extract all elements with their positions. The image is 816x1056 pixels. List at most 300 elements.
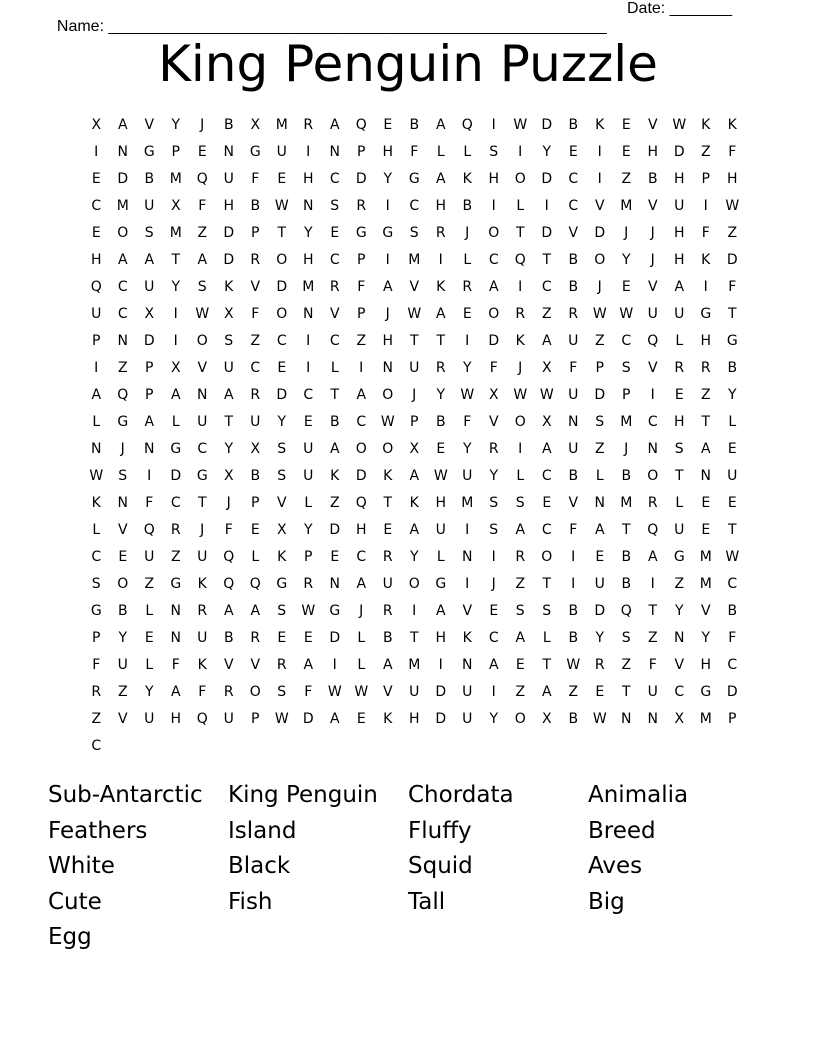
grid-letter: I <box>650 576 655 592</box>
grid-letter: S <box>144 225 154 241</box>
grid-letter: Y <box>621 252 631 268</box>
grid-letter: S <box>197 279 207 295</box>
grid-letter: U <box>647 684 658 700</box>
grid-letter: R <box>276 657 287 673</box>
grid-letter: D <box>541 225 553 241</box>
grid-letter: E <box>727 441 737 457</box>
grid-letter: R <box>91 684 102 700</box>
grid-letter: C <box>409 198 420 214</box>
grid-letter: R <box>250 252 261 268</box>
grid-letter: V <box>144 117 155 133</box>
grid-letter: M <box>699 711 712 727</box>
grid-letter: Z <box>647 630 658 646</box>
grid-letter: L <box>675 495 684 511</box>
grid-letter: C <box>488 252 499 268</box>
grid-letter: A <box>488 279 499 295</box>
grid-letter: I <box>438 657 443 673</box>
grid-letter: S <box>330 198 340 214</box>
grid-letter: W <box>274 711 289 727</box>
grid-letter: P <box>701 171 710 187</box>
grid-letter: A <box>144 414 155 430</box>
grid-letter: E <box>383 117 393 133</box>
grid-letter: F <box>92 657 101 673</box>
grid-letter: J <box>200 117 205 133</box>
grid-letter: K <box>224 279 234 295</box>
grid-letter: O <box>196 333 208 349</box>
grid-letter: Q <box>461 117 473 133</box>
word-list-item: Tall <box>408 888 446 915</box>
grid-letter: O <box>117 225 129 241</box>
grid-letter: U <box>568 387 579 403</box>
grid-letter: A <box>700 441 711 457</box>
grid-letter: U <box>303 468 314 484</box>
grid-letter: E <box>436 441 446 457</box>
grid-letter: Q <box>620 603 632 619</box>
grid-letter: W <box>619 306 634 322</box>
grid-letter: I <box>306 333 311 349</box>
word-list-item: Sub-Antarctic <box>48 782 203 808</box>
grid-letter: B <box>621 468 632 484</box>
grid-letter: M <box>699 576 712 592</box>
grid-letter: H <box>435 198 447 214</box>
word-list-item: Chordata <box>408 782 514 808</box>
grid-letter: C <box>727 657 738 673</box>
grid-letter: L <box>92 414 101 430</box>
grid-letter: R <box>647 495 658 511</box>
grid-letter: H <box>223 198 235 214</box>
grid-letter: C <box>91 198 102 214</box>
grid-letter: G <box>355 225 367 241</box>
grid-letter: S <box>277 603 287 619</box>
grid-letter: C <box>170 495 181 511</box>
grid-letter: E <box>701 522 711 538</box>
grid-letter: E <box>621 117 631 133</box>
grid-letter: Y <box>462 360 472 376</box>
grid-letter: T <box>515 225 525 241</box>
grid-letter: C <box>91 738 102 754</box>
grid-letter: K <box>595 117 605 133</box>
grid-letter: Z <box>594 333 605 349</box>
grid-letter: V <box>594 198 605 214</box>
grid-letter: F <box>171 657 180 673</box>
grid-letter: Z <box>700 387 711 403</box>
grid-letter: L <box>675 333 684 349</box>
grid-letter: X <box>91 117 102 133</box>
grid-letter: A <box>223 387 234 403</box>
grid-letter: X <box>250 117 261 133</box>
grid-letter: W <box>195 306 210 322</box>
grid-letter: P <box>145 387 154 403</box>
grid-letter: N <box>144 441 155 457</box>
grid-letter: J <box>412 387 417 403</box>
grid-letter: D <box>726 684 738 700</box>
grid-letter: E <box>277 360 287 376</box>
grid-letter: E <box>118 549 128 565</box>
grid-letter: M <box>169 171 182 187</box>
grid-letter: R <box>435 225 446 241</box>
grid-letter: V <box>488 414 499 430</box>
date-line: Date: _______ <box>627 0 732 17</box>
grid-letter: V <box>382 684 393 700</box>
grid-letter: M <box>620 495 633 511</box>
grid-letter: P <box>251 495 260 511</box>
grid-letter: L <box>463 144 472 160</box>
grid-letter: V <box>329 306 340 322</box>
grid-letter: T <box>330 387 340 403</box>
grid-letter: I <box>359 360 364 376</box>
grid-letter: E <box>542 495 552 511</box>
grid-letter: Y <box>595 630 605 646</box>
grid-letter: V <box>223 657 234 673</box>
grid-letter: C <box>276 333 287 349</box>
grid-letter: R <box>700 360 711 376</box>
grid-letter: S <box>621 360 631 376</box>
grid-letter: Q <box>117 387 129 403</box>
name-date-header <box>48 0 748 35</box>
grid-letter: C <box>674 684 685 700</box>
grid-letter: Q <box>355 117 367 133</box>
grid-letter: H <box>435 495 447 511</box>
grid-letter: L <box>463 252 472 268</box>
grid-letter: D <box>329 522 341 538</box>
grid-letter: Y <box>303 522 313 538</box>
grid-letter: G <box>435 576 447 592</box>
grid-letter: C <box>541 279 552 295</box>
grid-letter: D <box>594 387 606 403</box>
grid-letter: M <box>620 414 633 430</box>
grid-letter: D <box>594 603 606 619</box>
grid-letter: E <box>277 171 287 187</box>
grid-letter: P <box>357 252 366 268</box>
grid-letter: R <box>462 279 473 295</box>
grid-letter: V <box>462 603 473 619</box>
grid-letter: X <box>541 711 552 727</box>
grid-letter: E <box>91 171 101 187</box>
grid-letter: Z <box>170 549 181 565</box>
grid-letter: Y <box>489 711 499 727</box>
grid-letter: H <box>302 171 314 187</box>
grid-letter: R <box>250 630 261 646</box>
grid-letter: A <box>250 603 261 619</box>
word-list <box>48 778 768 956</box>
grid-letter: E <box>303 414 313 430</box>
grid-letter: E <box>356 711 366 727</box>
grid-letter: G <box>329 603 341 619</box>
grid-letter: J <box>650 252 655 268</box>
grid-letter: O <box>541 549 553 565</box>
grid-letter: A <box>435 306 446 322</box>
grid-letter: B <box>435 414 446 430</box>
grid-letter: Y <box>462 441 472 457</box>
name-line: Name: ________________________________________________________ <box>56 18 607 35</box>
grid-letter: E <box>595 549 605 565</box>
grid-letter: W <box>274 198 289 214</box>
grid-letter: W <box>327 684 342 700</box>
grid-letter: V <box>647 279 658 295</box>
grid-letter: D <box>594 225 606 241</box>
grid-letter: E <box>383 522 393 538</box>
grid-letter: U <box>409 684 420 700</box>
grid-letter: A <box>409 468 420 484</box>
grid-letter: A <box>515 630 526 646</box>
grid-letter: M <box>275 117 288 133</box>
grid-letter: R <box>568 306 579 322</box>
grid-letter: T <box>648 603 658 619</box>
grid-letter: C <box>197 441 208 457</box>
grid-letter: R <box>488 441 499 457</box>
grid-letter: L <box>436 144 445 160</box>
grid-letter: O <box>514 171 526 187</box>
grid-letter: X <box>674 711 685 727</box>
grid-letter: U <box>382 576 393 592</box>
grid-letter: A <box>303 657 314 673</box>
grid-letter: S <box>118 468 128 484</box>
grid-letter: P <box>92 630 101 646</box>
word-list-item: Fish <box>228 888 273 915</box>
grid-letter: I <box>385 252 390 268</box>
grid-letter: W <box>460 387 475 403</box>
grid-letter: B <box>727 360 738 376</box>
grid-letter: P <box>728 711 737 727</box>
grid-letter: X <box>223 468 234 484</box>
grid-letter: U <box>462 468 473 484</box>
grid-letter: N <box>594 495 605 511</box>
grid-letter: A <box>409 522 420 538</box>
grid-letter: E <box>727 495 737 511</box>
grid-letter: E <box>144 630 154 646</box>
grid-letter: K <box>197 657 207 673</box>
grid-letter: P <box>251 711 260 727</box>
grid-letter: Y <box>224 441 234 457</box>
grid-letter: N <box>462 657 473 673</box>
grid-letter: P <box>251 225 260 241</box>
grid-letter: G <box>726 333 738 349</box>
grid-letter: F <box>251 306 260 322</box>
grid-letter: Y <box>171 279 181 295</box>
grid-letter: G <box>117 414 129 430</box>
grid-letter: B <box>568 630 579 646</box>
grid-letter: L <box>92 522 101 538</box>
grid-letter: F <box>198 198 207 214</box>
grid-letter: V <box>409 279 420 295</box>
grid-letter: D <box>329 630 341 646</box>
grid-letter: Q <box>90 279 102 295</box>
grid-letter: L <box>516 468 525 484</box>
letter-grid <box>83 112 746 760</box>
grid-letter: L <box>330 360 339 376</box>
grid-letter: L <box>145 603 154 619</box>
grid-letter: S <box>489 144 499 160</box>
grid-letter: O <box>514 711 526 727</box>
grid-letter: W <box>433 468 448 484</box>
grid-letter: K <box>515 333 525 349</box>
grid-letter: K <box>409 495 419 511</box>
word-list-item: Feathers <box>48 817 148 844</box>
grid-letter: R <box>250 387 261 403</box>
grid-letter: B <box>462 198 473 214</box>
grid-letter: S <box>409 225 419 241</box>
grid-letter: W <box>592 711 607 727</box>
grid-letter: U <box>117 657 128 673</box>
grid-letter: H <box>726 171 738 187</box>
grid-letter: V <box>674 657 685 673</box>
grid-letter: L <box>171 414 180 430</box>
grid-letter: K <box>197 576 207 592</box>
grid-letter: W <box>725 198 740 214</box>
grid-letter: Z <box>515 576 526 592</box>
grid-letter: G <box>170 441 182 457</box>
grid-letter: W <box>592 306 607 322</box>
grid-letter: J <box>624 441 629 457</box>
grid-letter: H <box>673 252 685 268</box>
grid-letter: Q <box>647 522 659 538</box>
grid-letter: C <box>727 576 738 592</box>
grid-letter: I <box>385 198 390 214</box>
grid-letter: D <box>276 279 288 295</box>
grid-letter: U <box>144 711 155 727</box>
grid-letter: A <box>329 117 340 133</box>
grid-letter: Y <box>542 144 552 160</box>
grid-letter: G <box>276 576 288 592</box>
grid-letter: N <box>700 468 711 484</box>
grid-letter: R <box>382 603 393 619</box>
grid-letter: Z <box>250 333 261 349</box>
grid-letter: V <box>568 225 579 241</box>
grid-letter: Z <box>356 333 367 349</box>
grid-letter: H <box>408 711 420 727</box>
grid-letter: J <box>650 225 655 241</box>
grid-letter: V <box>250 279 261 295</box>
grid-letter: O <box>488 225 500 241</box>
grid-letter: D <box>435 711 447 727</box>
grid-letter: Z <box>117 360 128 376</box>
grid-letter: C <box>568 198 579 214</box>
grid-letter: C <box>117 306 128 322</box>
grid-letter: W <box>354 684 369 700</box>
grid-letter: M <box>699 549 712 565</box>
word-list-item: Squid <box>408 853 473 879</box>
grid-letter: N <box>621 711 632 727</box>
grid-letter: A <box>382 657 393 673</box>
grid-letter: O <box>647 468 659 484</box>
grid-letter: S <box>91 576 101 592</box>
grid-letter: U <box>144 198 155 214</box>
grid-letter: G <box>700 684 712 700</box>
grid-letter: B <box>647 171 658 187</box>
grid-letter: S <box>277 441 287 457</box>
grid-letter: B <box>727 603 738 619</box>
grid-letter: N <box>303 306 314 322</box>
grid-letter: N <box>91 441 102 457</box>
grid-letter: Z <box>329 495 340 511</box>
grid-letter: Z <box>197 225 208 241</box>
grid-letter: S <box>489 495 499 511</box>
grid-letter: W <box>566 657 581 673</box>
grid-letter: U <box>568 333 579 349</box>
grid-letter: H <box>435 630 447 646</box>
grid-letter: N <box>382 360 393 376</box>
grid-letter: B <box>329 414 340 430</box>
grid-letter: A <box>144 252 155 268</box>
grid-letter: Z <box>91 711 102 727</box>
grid-letter: U <box>462 684 473 700</box>
grid-letter: S <box>224 333 234 349</box>
grid-letter: B <box>621 576 632 592</box>
grid-letter: X <box>170 360 181 376</box>
grid-letter: I <box>306 144 311 160</box>
grid-letter: A <box>117 252 128 268</box>
grid-letter: F <box>357 279 366 295</box>
grid-letter: M <box>408 252 421 268</box>
grid-letter: B <box>117 603 128 619</box>
grid-letter: G <box>196 468 208 484</box>
grid-letter: C <box>356 414 367 430</box>
grid-letter: S <box>515 495 525 511</box>
grid-letter: L <box>251 549 260 565</box>
grid-letter: Q <box>196 711 208 727</box>
grid-letter: R <box>515 549 526 565</box>
grid-letter: T <box>224 414 234 430</box>
grid-letter: A <box>223 603 234 619</box>
grid-letter: F <box>728 144 737 160</box>
grid-letter: H <box>382 144 394 160</box>
grid-letter: R <box>303 117 314 133</box>
grid-letter: D <box>541 171 553 187</box>
grid-letter: R <box>382 549 393 565</box>
grid-letter: A <box>594 522 605 538</box>
grid-letter: R <box>329 279 340 295</box>
grid-letter: C <box>250 360 261 376</box>
grid-letter: F <box>728 279 737 295</box>
grid-letter: D <box>673 144 685 160</box>
grid-letter: U <box>462 711 473 727</box>
grid-letter: D <box>276 387 288 403</box>
grid-letter: Y <box>118 630 128 646</box>
grid-letter: Z <box>594 441 605 457</box>
grid-letter: X <box>144 306 155 322</box>
grid-letter: B <box>621 549 632 565</box>
grid-letter: Q <box>647 333 659 349</box>
grid-letter: P <box>410 414 419 430</box>
grid-letter: K <box>701 117 711 133</box>
word-list-item: King Penguin <box>228 782 378 808</box>
grid-letter: V <box>117 522 128 538</box>
grid-letter: B <box>568 711 579 727</box>
grid-letter: E <box>330 549 340 565</box>
word-list-item: Fluffy <box>408 817 472 844</box>
grid-letter: S <box>515 603 525 619</box>
grid-letter: R <box>170 522 181 538</box>
grid-letter: H <box>700 657 712 673</box>
grid-letter: D <box>223 225 235 241</box>
grid-letter: I <box>544 198 549 214</box>
grid-letter: S <box>277 684 287 700</box>
grid-letter: R <box>515 306 526 322</box>
grid-letter: T <box>277 225 287 241</box>
grid-letter: Q <box>249 576 261 592</box>
grid-letter: F <box>728 630 737 646</box>
grid-letter: V <box>647 117 658 133</box>
grid-letter: Q <box>223 549 235 565</box>
grid-letter: N <box>303 198 314 214</box>
grid-letter: C <box>329 171 340 187</box>
grid-letter: I <box>491 684 496 700</box>
grid-letter: S <box>542 603 552 619</box>
grid-letter: U <box>647 306 658 322</box>
grid-letter: A <box>329 711 340 727</box>
grid-letter: I <box>703 279 708 295</box>
grid-letter: D <box>726 252 738 268</box>
